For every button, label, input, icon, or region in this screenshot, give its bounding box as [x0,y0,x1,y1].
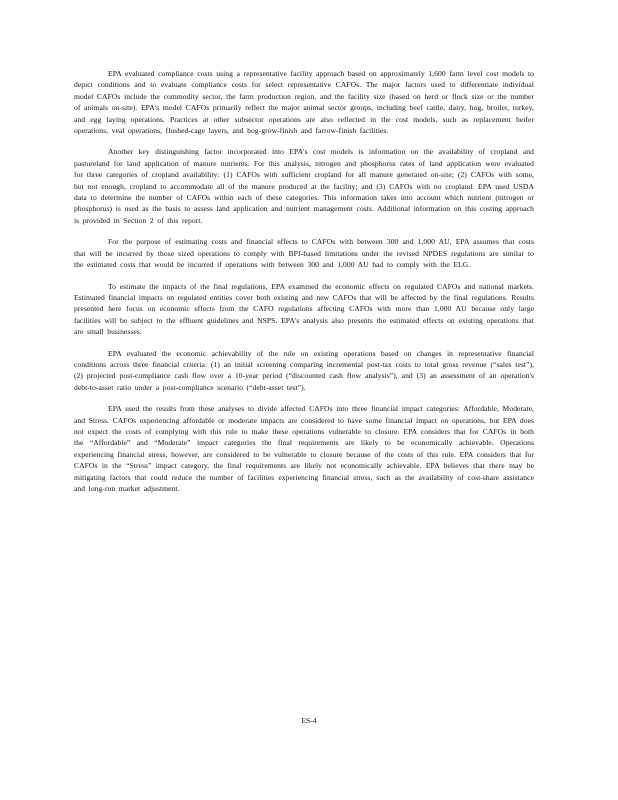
paragraph-impact-categories: EPA used the results from these analyses to divide affected CAFOs into three financial impact categories: Affordable, Moderate, and Stress. CAFOs experiencing affordable or moderate impacts are considered to have some financial impact on operations, but EPA does not expect the costs of complying with this rule to make these operations vulnerable to closure. EPA considers that for CAFOs in both the “Affordable” and “Moderate” impact categories the final requirements are likely to be economically achievable. Operations experiencing financial stress, however, are considered to be vulnerable to closure because of the costs of this rule. EPA considers that for CAFOs in the “Stress” impact category, the final requirements are likely not economically achievable. EPA believes that there may be mitigating factors that could reduce the number of facilities experiencing financial stress, such as the availability of cost-share assistance and long-run market adjustment. [74,404,534,493]
paragraph-cost-models: EPA evaluated compliance costs using a representative facility approach based on approximately 1,600 farm level cost models to depict conditions and to evaluate compliance costs for select representative CAFOs. The major factors used to differentiate individual model CAFOs include the commodity sector, the farm production region, and the facility size (based on herd or flock size or the number of animals on-site). EPA's model CAFOs primarily reflect the major animal sector groups, including beef cattle, dairy, hog, broiler, turkey, and egg laying operations. Practices at other subsector operations are also reflected in the cost models, such as replacement heifer operations, veal operations, flushed-cage layers, and hog-grow-finish and farrow-finish facilities. [74,69,534,136]
paragraph-cropland-availability: Another key distinguishing factor incorporated into EPA's cost models is information on the availability of cropland and pastureland for land application of manure nutrients. For this analysis, nitrogen and phosphorus rates of land application were evaluated for three categories of cropland availability: (1) CAFOs with sufficient cropland for all manure generated on-site; (2) CAFOs with some, but not enough, cropland to accommodate all of the manure produced at the facility; and (3) CAFOs with no cropland. EPA used USDA data to determine the number of CAFOs within each of these categories. This information takes into account which nutrient (nitrogen or phosphorus) is used as the basis to assess land application and nutrient management costs. Additional information on this costing approach is provided in Section 2 of this report. [74,147,534,225]
paragraph-medium-cafos: For the purpose of estimating costs and financial effects to CAFOs with between 300 and 1,000 AU, EPA assumes that costs that will be incurred by those sized operations to comply with BPJ-based limitations under the revised NPDES regulations are similar to the estimated costs that would be incurred if operations with between 300 and 1,000 AU had to comply with the ELG. [74,237,534,270]
paragraph-financial-criteria: EPA evaluated the economic achievability of the rule on existing operations based on changes in representative financial conditions across three financial criteria: (1) an initial screening comparing incremental post-tax costs to total gross revenue (“sales test”), (2) projected post-compliance cash flow over a 10-year period (“discounted cash flow analysis”), and (3) an assessment of an operation's debt-to-asset ratio under a post-compliance scenario (“debt-asset test”). [74,348,534,392]
page-number: ES-4 [301,716,317,725]
paragraph-impacts: To estimate the impacts of the final regulations, EPA examined the economic effects on regulated CAFOs and national markets. Estimated financial impacts on regulated entities cover both existing and new CAFOs that will be affected by the final regulations. Results presented here focus on economic effects from the CAFO regulations affecting CAFOs with more than 1,000 AU because only large facilities will be subject to the effluent guidelines and NSPS. EPA's analysis also presents the estimated effects on existing operations that are small businesses. [74,281,534,337]
body-text [74,68,534,504]
